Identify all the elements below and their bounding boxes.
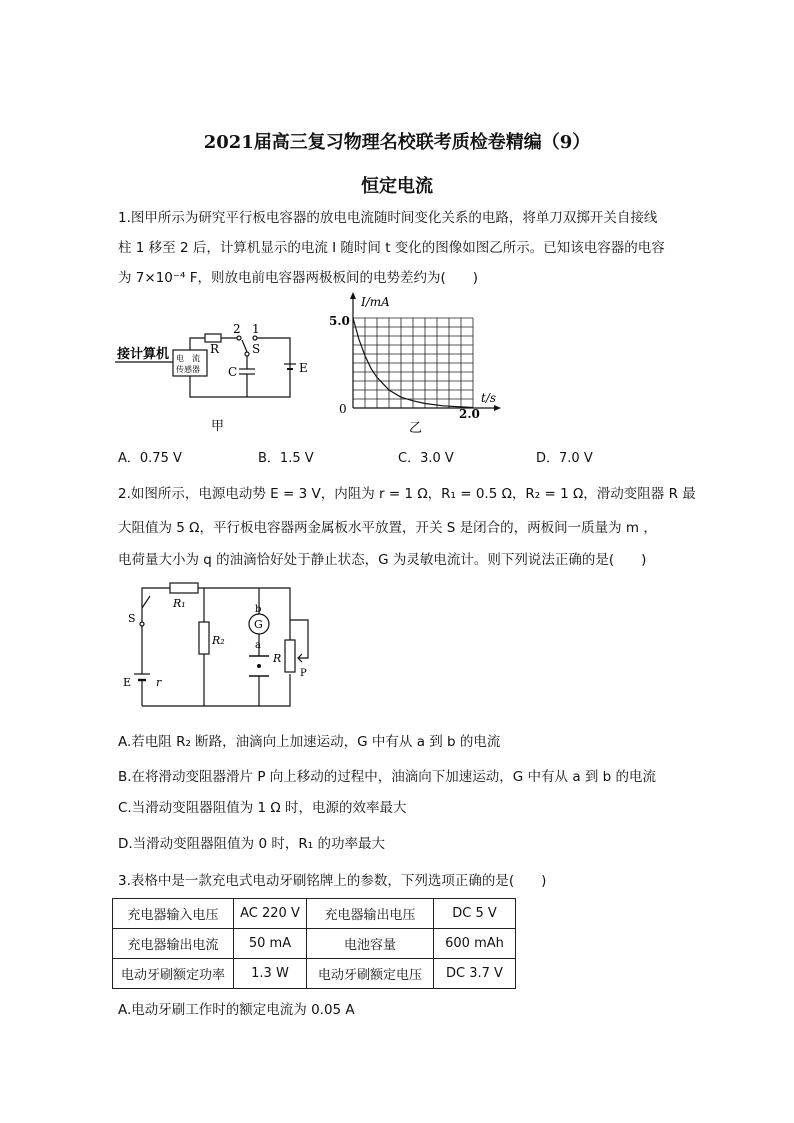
x-axis-label: t/s [481, 391, 497, 405]
label-e: E [123, 676, 132, 689]
resistor-r [205, 334, 221, 342]
q2-option-b[interactable]: B.在将滑动变阻器滑片 P 向上移动的过程中，油滴向下加速运动，G 中有从 a 到 b 的电流 [118, 769, 657, 785]
terminal-2-label: 2 [233, 322, 241, 336]
table-cell: 充电器输入电压 [113, 899, 234, 929]
label-b: b [255, 604, 262, 615]
label-r: R [210, 342, 220, 356]
label-c: C [228, 365, 238, 379]
rheostat-r [285, 640, 295, 672]
table-cell: 50 mA [234, 929, 307, 959]
label-s: S [252, 342, 261, 356]
table-cell: 600 mAh [434, 929, 516, 959]
label-r-internal: r [156, 676, 162, 689]
label-g: G [254, 618, 263, 631]
table-cell: 1.3 W [234, 959, 307, 989]
label-e: E [299, 361, 308, 375]
q1-circuit-diagram [115, 322, 315, 432]
y-tick-label: 5.0 [329, 314, 350, 328]
x-axis-arrow [494, 405, 501, 411]
oil-drop [257, 664, 261, 668]
origin-label: 0 [339, 402, 347, 416]
label-a: a [255, 640, 261, 651]
q2-option-c[interactable]: C.当滑动变阻器阻值为 1 Ω 时，电源的效率最大 [118, 800, 407, 816]
table-cell: DC 3.7 V [434, 959, 516, 989]
sensor-label-2: 传感器 [176, 365, 200, 374]
q1-option-d[interactable]: D．7.0 V [536, 451, 593, 466]
table-row [113, 899, 516, 929]
resistor-r1 [170, 583, 198, 593]
label-r1: R₁ [173, 597, 186, 610]
y-axis-label: I/mA [361, 295, 390, 309]
q1-line1: 1.图甲所示为研究平行板电容器的放电电流随时间变化关系的电路，将单刀双掷开关自接线 [118, 210, 658, 226]
table-cell: 充电器输出电流 [113, 929, 234, 959]
table-row [113, 959, 516, 989]
q1-line2: 柱 1 移至 2 后，计算机显示的电流 I 随时间 t 变化的图像如图乙所示。已知该电容器的电容 [118, 240, 665, 256]
q2-option-d[interactable]: D.当滑动变阻器阻值为 0 时，R₁ 的功率最大 [118, 836, 385, 852]
q1-line3: 为 7×10⁻⁴ F，则放电前电容器两极板间的电势差约为( ) [118, 270, 478, 286]
table-cell: 电动牙刷额定电压 [307, 959, 434, 989]
table-cell: AC 220 V [234, 899, 307, 929]
computer-label: 接计算机 [117, 347, 170, 362]
x-tick-label: 2.0 [459, 407, 480, 421]
spec-table [112, 898, 516, 989]
table-cell: 电动牙刷额定功率 [113, 959, 234, 989]
q2-line3: 电荷量大小为 q 的油滴恰好处于静止状态，G 为灵敏电流计。则下列说法正确的是( ) [118, 552, 647, 568]
caption-yi: 乙 [409, 421, 423, 436]
table-row [113, 929, 516, 959]
q1-option-a[interactable]: A．0.75 V [118, 451, 182, 466]
q3-option-a[interactable]: A.电动牙刷工作时的额定电流为 0.05 A [118, 1002, 355, 1018]
caption-jia: 甲 [211, 419, 225, 432]
label-r: R [273, 652, 282, 665]
q1-option-b[interactable]: B．1.5 V [258, 451, 314, 466]
resistor-r2 [199, 622, 209, 654]
page-title: 2021届高三复习物理名校联考质检卷精编（9） [203, 132, 591, 153]
label-r2: R₂ [212, 634, 225, 647]
table-cell: 电池容量 [307, 929, 434, 959]
q1-option-c[interactable]: C．3.0 V [398, 451, 454, 466]
label-s: S [128, 612, 136, 625]
page-subtitle: 恒定电流 [361, 176, 433, 197]
q1-current-graph [325, 288, 505, 436]
q2-option-a[interactable]: A.若电阻 R₂ 断路，油滴向上加速运动，G 中有从 a 到 b 的电流 [118, 734, 501, 750]
table-cell: DC 5 V [434, 899, 516, 929]
label-p: P [300, 668, 307, 679]
y-axis-arrow [350, 292, 356, 299]
sensor-label-1: 电 流 [176, 354, 200, 363]
q2-line1: 2.如图所示，电源电动势 E = 3 V，内阻为 r = 1 Ω，R₁ = 0.5 Ω，R₂ = 1 Ω，滑动变阻器 R 最 [118, 486, 696, 502]
q2-line2: 大阻值为 5 Ω，平行板电容器两金属板水平放置，开关 S 是闭合的，两板间一质量为 m ， [118, 520, 657, 536]
q2-circuit-diagram [118, 578, 328, 713]
q3-stem: 3.表格中是一款充电式电动牙刷铭牌上的参数，下列选项正确的是( ) [118, 873, 547, 889]
table-cell: 充电器输出电压 [307, 899, 434, 929]
terminal-1-label: 1 [252, 322, 260, 336]
